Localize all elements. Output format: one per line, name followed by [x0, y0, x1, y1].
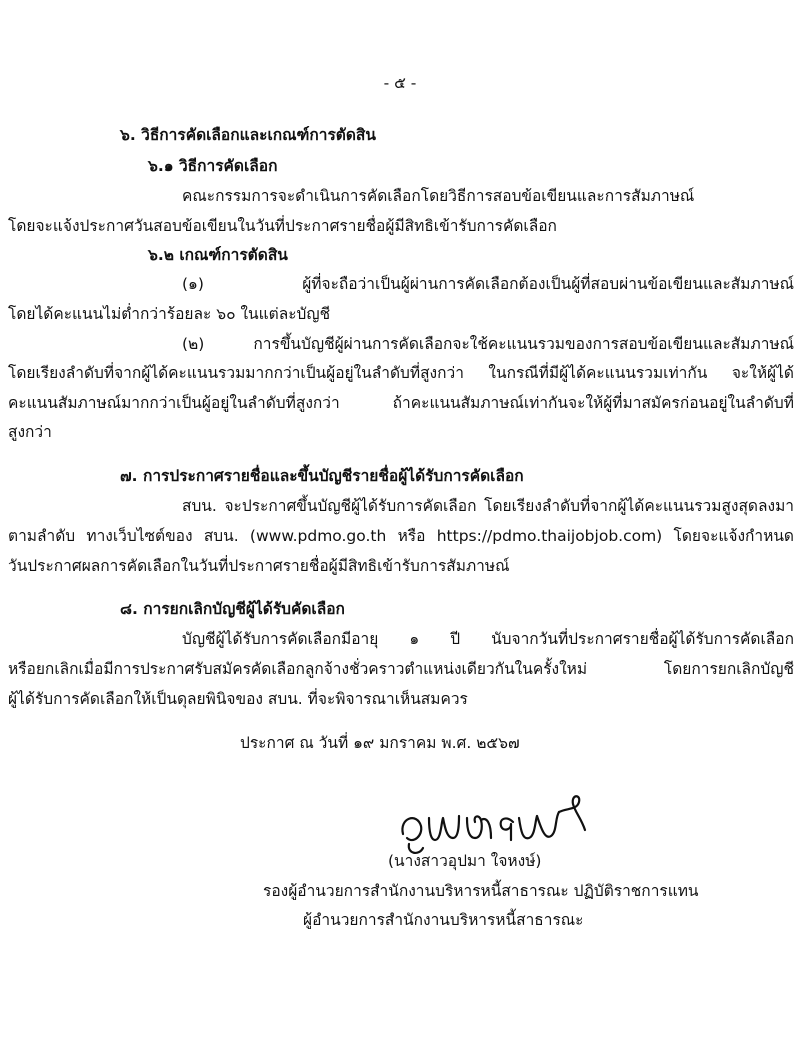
section-7-text-line: สบน. จะประกาศขึ้นบัญชีผู้ได้รับการคัดเลือก โดยเรียงลำดับที่จากผู้ได้คะแนนรวมสูงสุดลงมา [182, 497, 794, 515]
criterion-2-text-line: สูงกว่า [8, 423, 52, 441]
section-7-text-line: วันประกาศผลการคัดเลือกในวันที่ประกาศรายชื่อผู้มีสิทธิเข้ารับการสัมภาษณ์ [8, 557, 510, 575]
page-number: - ๕ - [383, 74, 417, 92]
signer-position: รองผู้อำนวยการสำนักงานบริหารหนี้สาธารณะ ปฏิบัติราชการแทน [263, 882, 699, 900]
section-7-text-line: ตามลำดับ ทางเว็บไซต์ของ สบน. (www.pdmo.go.th หรือ https://pdmo.thaijobjob.com) โดยจะแจ้งกำหนด [8, 527, 794, 545]
section-6-heading: ๖. วิธีการคัดเลือกและเกณฑ์การตัดสิน [120, 126, 376, 144]
signer-organization: ผู้อำนวยการสำนักงานบริหารหนี้สาธารณะ [303, 911, 584, 929]
section-6-1-text-line: โดยจะแจ้งประกาศวันสอบข้อเขียนในวันที่ประกาศรายชื่อผู้มีสิทธิเข้ารับการคัดเลือก [8, 217, 557, 235]
section-6-1-heading: ๖.๑ วิธีการคัดเลือก [148, 157, 278, 175]
criterion-2-text-line: คะแนนสัมภาษณ์มากกว่าเป็นผู้อยู่ในลำดับที่สูงกว่า ถ้าคะแนนสัมภาษณ์เท่ากันจะให้ผู้ที่มาสมัครก่อนอยู่ในลำดับที่ [8, 394, 794, 412]
section-8-text-line: บัญชีผู้ได้รับการคัดเลือกมีอายุ ๑ ปี นับจากวันที่ประกาศรายชื่อผู้ได้รับการคัดเลือก [182, 630, 794, 648]
section-7-heading: ๗. การประกาศรายชื่อและขึ้นบัญชีรายชื่อผู้ได้รับการคัดเลือก [120, 467, 524, 485]
criterion-2-text-line: (๒) การขึ้นบัญชีผู้ผ่านการคัดเลือกจะใช้คะแนนรวมของการสอบข้อเขียนและสัมภาษณ์ [182, 335, 794, 353]
criterion-2-text-line: โดยเรียงลำดับที่จากผู้ได้คะแนนรวมมากกว่าเป็นผู้อยู่ในลำดับที่สูงกว่า ในกรณีที่มีผู้ได้คะแนนรวมเท่ากัน จะให้ผู้ได้ [8, 364, 794, 382]
section-8-text-line: ผู้ได้รับการคัดเลือกให้เป็นดุลยพินิจของ สบน. ที่จะพิจารณาเห็นสมควร [8, 690, 468, 708]
section-6-1-text-line: คณะกรรมการจะดำเนินการคัดเลือกโดยวิธีการสอบข้อเขียนและการสัมภาษณ์ [182, 187, 695, 205]
section-8-text-line: หรือยกเลิกเมื่อมีการประกาศรับสมัครคัดเลือกลูกจ้างชั่วคราวตำแหน่งเดียวกันในครั้งใหม่ โดยการยกเลิกบัญชี [8, 660, 794, 678]
announce-date: ประกาศ ณ วันที่ ๑๙ มกราคม พ.ศ. ๒๕๖๗ [240, 734, 520, 752]
section-8-heading: ๘. การยกเลิกบัญชีผู้ได้รับคัดเลือก [120, 600, 345, 618]
criterion-1-text-line: (๑) ผู้ที่จะถือว่าเป็นผู้ผ่านการคัดเลือกต้องเป็นผู้ที่สอบผ่านข้อเขียนและสัมภาษณ์ [182, 275, 794, 293]
criterion-1-text-line: โดยได้คะแนนไม่ต่ำกว่าร้อยละ ๖๐ ในแต่ละบัญชี [8, 305, 331, 323]
signer-name: (นางสาวอุปมา ใจหงษ์) [388, 852, 542, 870]
section-6-2-heading: ๖.๒ เกณฑ์การตัดสิน [148, 246, 288, 264]
